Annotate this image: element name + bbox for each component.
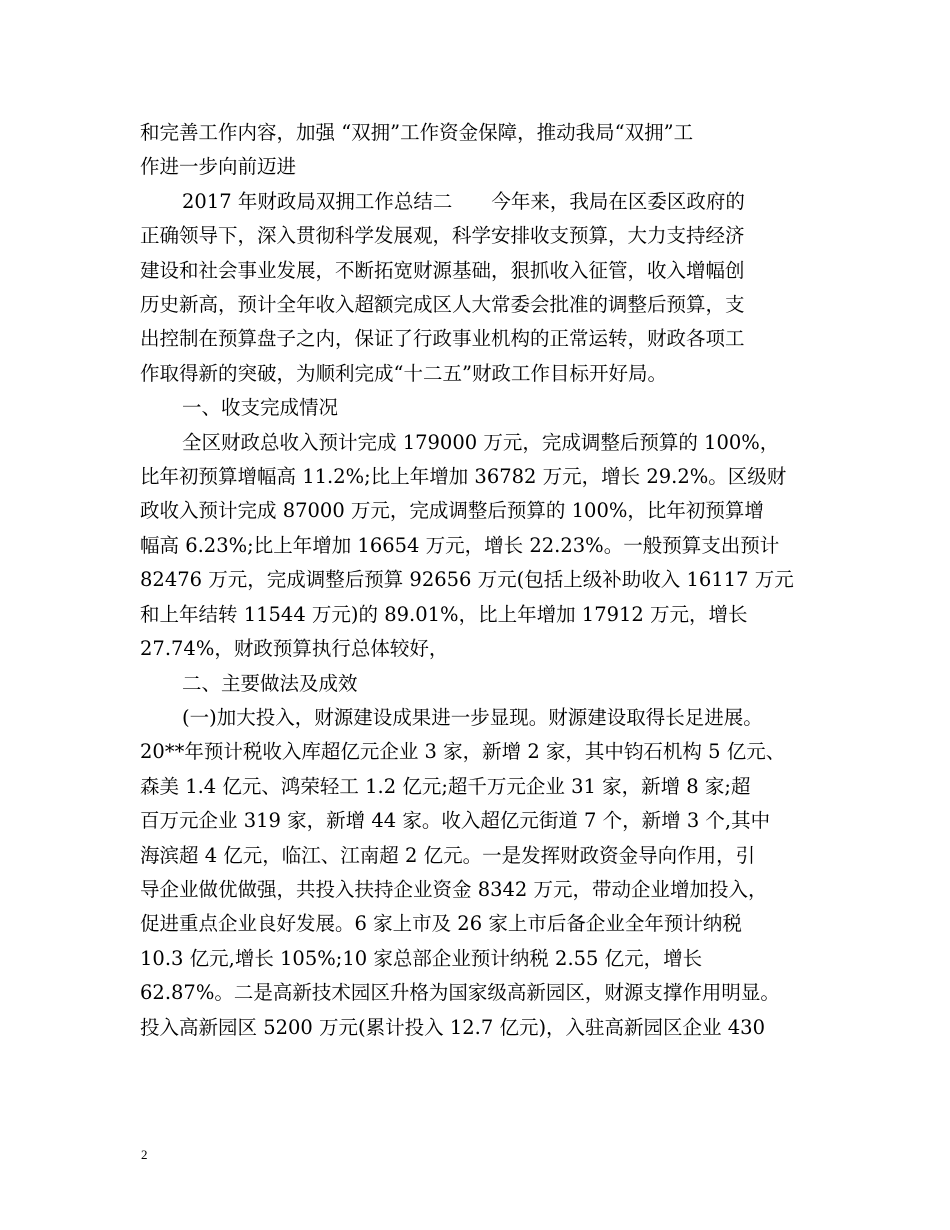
text-line: 政收入预计完成 87000 万元，完成调整后预算的 100%，比年初预算增 (140, 499, 764, 523)
text-line: 海滨超 4 亿元，临江、江南超 2 亿元。一是发挥财政资金导向作用，引 (140, 843, 756, 867)
text-line: 20**年预计税收入库超亿元企业 3 家，新增 2 家，其中钧石机构 5 亿元、 (140, 740, 786, 764)
text-line: 全区财政总收入预计完成 179000 万元，完成调整后预算的 100%， (182, 430, 780, 454)
section-heading: 一、收支完成情况 (182, 396, 339, 420)
text-line: 27.74%，财政预算执行总体较好， (140, 637, 449, 661)
text-line: 正确领导下，深入贯彻科学发展观，科学安排收支预算，大力支持经济 (140, 224, 745, 248)
text-line: 和上年结转 11544 万元)的 89.01%，比上年增加 17912 万元，增长 (140, 602, 748, 626)
text-line: 62.87%。二是高新技术园区升格为国家级高新园区，财源支撑作用明显。 (140, 981, 780, 1005)
text-line: 投入高新园区 5200 万元(累计投入 12.7 亿元)，入驻高新园区企业 430 (140, 1015, 765, 1039)
text-line: 10.3 亿元,增长 105%;10 家总部企业预计纳税 2.55 亿元，增长 (140, 946, 703, 970)
text-line: 历史新高，预计全年收入超额完成区人大常委会批准的调整后预算，支 (140, 293, 745, 317)
text-line: 建设和社会事业发展，不断拓宽财源基础，狠抓收入征管，收入增幅创 (140, 258, 745, 282)
text-line: 促进重点企业良好发展。6 家上市及 26 家上市后备企业全年预计纳税 (140, 912, 742, 936)
text-line: 幅高 6.23%;比上年增加 16654 万元，增长 22.23%。一般预算支出预计 (140, 533, 780, 557)
text-line: (一)加大投入，财源建设成果进一步显现。财源建设取得长足进展。 (182, 705, 763, 729)
body-text (140, 116, 830, 1045)
text-line: 作取得新的突破，为顺利完成“十二五”财政工作目标开好局。 (140, 361, 667, 385)
text-line: 82476 万元，完成调整后预算 92656 万元(包括上级补助收入 16117 万元 (140, 568, 794, 592)
text-line: 2017 年财政局双拥工作总结二 今年来，我局在区委区政府的 (182, 189, 745, 213)
section-heading: 二、主要做法及成效 (182, 671, 358, 695)
text-line: 出控制在预算盘子之内，保证了行政事业机构的正常运转，财政各项工 (140, 327, 745, 351)
page-number: 2 (141, 1147, 148, 1162)
text-line: 导企业做优做强，共投入扶持企业资金 8342 万元，带动企业增加投入， (140, 877, 768, 901)
text-line: 森美 1.4 亿元、鸿荣轻工 1.2 亿元;超千万元企业 31 家，新增 8 家;超 (140, 774, 751, 798)
text-line: 比年初预算增幅高 11.2%;比上年增加 36782 万元，增长 29.2%。区级财 (140, 465, 787, 489)
text-line: 作进一步向前迈进 (140, 155, 297, 179)
text-line: 和完善工作内容，加强 “双拥”工作资金保障，推动我局“双拥”工 (140, 121, 694, 144)
text-line: 百万元企业 319 家，新增 44 家。收入超亿元街道 7 个，新增 3 个,其中 (140, 809, 771, 833)
